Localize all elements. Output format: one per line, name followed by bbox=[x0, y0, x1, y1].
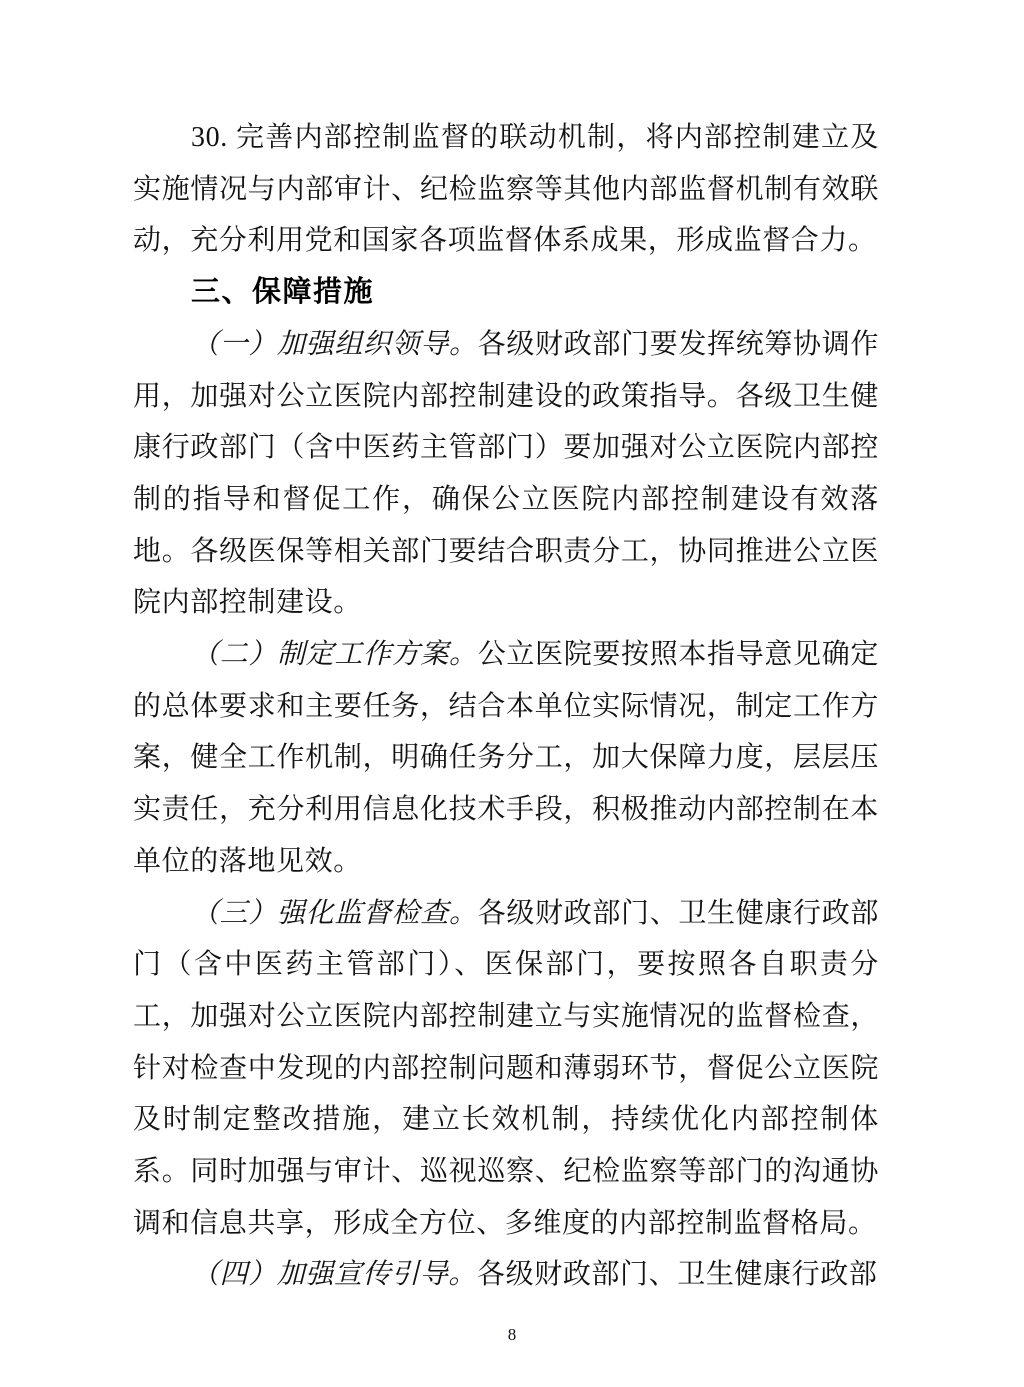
item-paragraph-3 bbox=[133, 888, 879, 1250]
item-lead-2: （二）制定工作方案。 bbox=[191, 639, 478, 671]
paragraph-30: 30. 完善内部控制监督的联动机制，将内部控制建立及实施情况与内部审计、纪检监察等其他内部监督机制有效联动，充分利用党和国家各项监督体系成果，形成监督合力。 bbox=[133, 122, 879, 257]
page-footer bbox=[0, 1325, 1024, 1345]
item-paragraph-4 bbox=[133, 1249, 879, 1301]
item-body-2: 公立医院要按照本指导意见确定的总体要求和主要任务，结合本单位实际情况，制定工作方案，健全工作机制，明确任务分工，加大保障力度，层层压实责任，充分利用信息化技术手段，积极推动内部控制在本单位的落地见效。 bbox=[133, 639, 879, 877]
item-body-1: 各级财政部门要发挥统筹协调作用，加强对公立医院内部控制建设的政策指导。各级卫生健康行政部门（含中医药主管部门）要加强对公立医院内部控制的指导和督促工作，确保公立医院内部控制建设有效落地。各级医保等相关部门要结合职责分工，协同推进公立医院内部控制建设。 bbox=[133, 328, 879, 619]
item-lead-4: （四）加强宣传引导。 bbox=[191, 1259, 478, 1291]
item-paragraph-1 bbox=[133, 319, 879, 629]
item-lead-1: （一）加强组织领导。 bbox=[191, 328, 478, 360]
section-heading: 三、保障措施 bbox=[191, 276, 375, 309]
item-body-3: 各级财政部门、卫生健康行政部门（含中医药主管部门）、医保部门，要按照各自职责分工，加强对公立医院内部控制建立与实施情况的监督检查，针对检查中发现的内部控制问题和薄弱环节，督促公立医院及时制定整改措施，建立长效机制，持续优化内部控制体系。同时加强与审计、巡视巡察、纪检监察等部门的沟通协调和信息共享，形成全方位、多维度的内部控制监督格局。 bbox=[133, 897, 879, 1239]
document-body bbox=[133, 112, 879, 1301]
page-number: 8 bbox=[507, 1325, 517, 1344]
item-lead-3: （三）强化监督检查。 bbox=[191, 897, 478, 929]
item-body-4: 各级财政部门、卫生健康行政部 bbox=[477, 1259, 878, 1291]
item-paragraph-2 bbox=[133, 629, 879, 888]
